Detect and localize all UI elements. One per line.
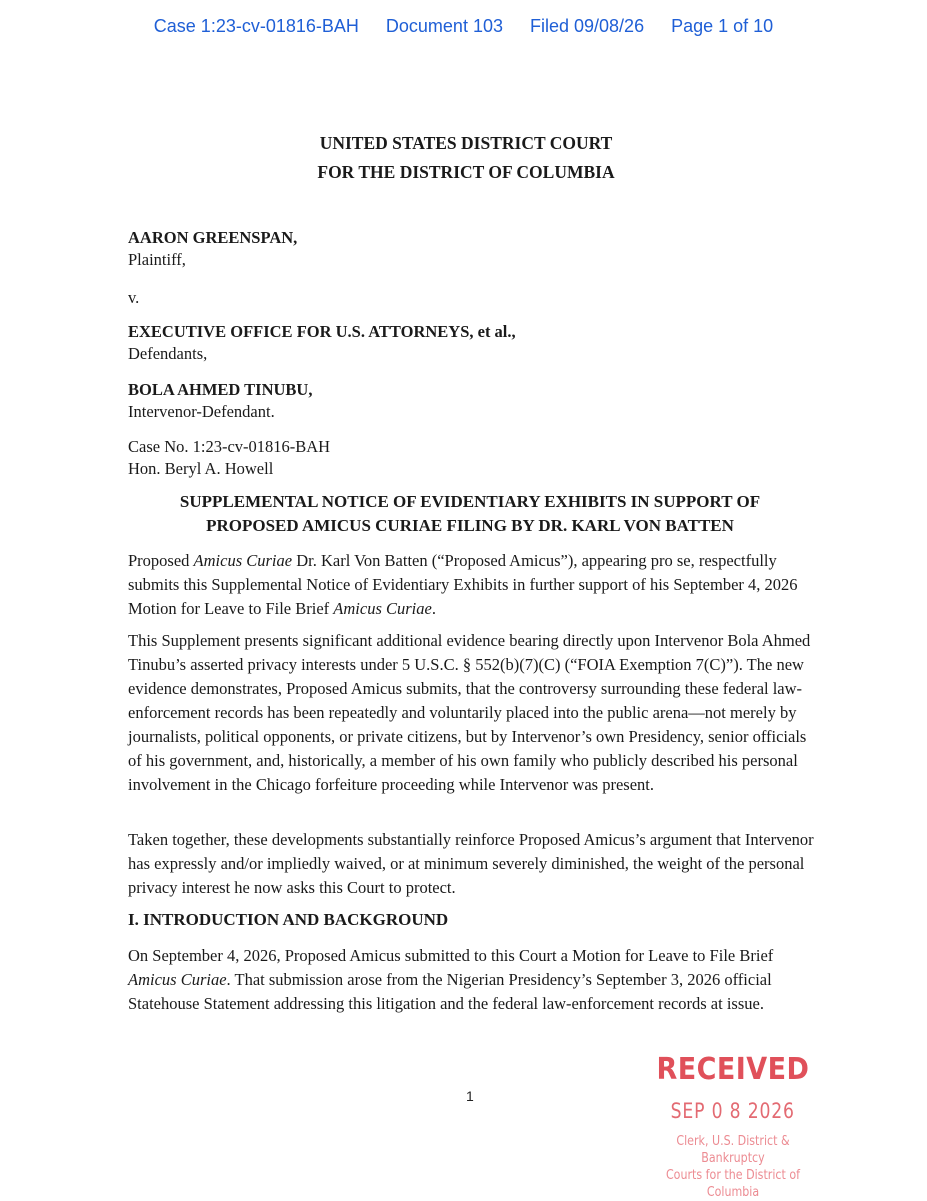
caption-versus: v. (128, 288, 140, 307)
page-number: 1 (466, 1088, 474, 1104)
intervenor-role: Intervenor-Defendant. (128, 402, 275, 421)
title-line-1: SUPPLEMENTAL NOTICE OF EVIDENTIARY EXHIBITS IN SUPPORT OF (179, 492, 761, 511)
case-number: Case No. 1:23-cv-01816-BAH (128, 437, 331, 456)
paragraph-2: This Supplement presents significant additional evidence bearing directly upon Intervenor Bola Ahmed Tinubu’s asserted privacy interests under 5 U.S.C. § 552(b)(7)(C) (“FOIA Exemption 7(C)”). The new evidence demonstrates, Proposed Amicus submits, that the controversy surrounding these federal law-enforcement records has been repeatedly and voluntarily placed into the public arena—not merely by journalists, political opponents, or private citizens, but by Intervenor’s own Presidency, senior officials of his government, and, historically, a member of his own family who publicly described his personal involvement in the Chicago forfeiture proceeding while Intervenor was present. (128, 631, 811, 794)
plaintiff-name: AARON GREENSPAN, (128, 228, 298, 247)
court-line-2: FOR THE DISTRICT OF COLUMBIA (317, 162, 615, 182)
received-date: SEP 0 8 2026 (670, 1099, 796, 1123)
paragraph-1 (128, 549, 818, 621)
header-filed-date: Filed 09/08/26 (530, 16, 645, 36)
header-page-count: Page 1 of 10 (671, 16, 774, 36)
case-info (128, 436, 330, 480)
caption-plaintiff (128, 227, 297, 271)
document-title (90, 490, 850, 538)
caption-intervenor (128, 379, 312, 423)
header-document-number: Document 103 (385, 16, 503, 36)
court-name (0, 129, 927, 187)
header-case-number: Case 1:23-cv-01816-BAH (153, 16, 359, 36)
received-clerk-line-2: Courts for the District of Columbia (665, 1167, 801, 1200)
p1-italic-amicus: Amicus Curiae (193, 551, 293, 570)
p4-text-a: On September 4, 2026, Proposed Amicus submitted to this Court a Motion for Leave to File Brief (128, 946, 774, 965)
received-clerk-line-1: Clerk, U.S. District & Bankruptcy (676, 1133, 790, 1166)
plaintiff-role: Plaintiff, (128, 250, 186, 269)
section-heading: I. INTRODUCTION AND BACKGROUND (128, 910, 449, 929)
judge-name: Hon. Beryl A. Howell (128, 459, 274, 478)
p1-text-c: Dr. Karl Von Batten (“Proposed Amicus”), appearing pro se, respectfully submits this Supplemental Notice of Evidentiary Exhibits in further support of his September 4, 2026 Motion for Leave to File Brief (128, 551, 798, 618)
defendant-role: Defendants, (128, 344, 208, 363)
p1-text-a: Proposed (128, 551, 194, 570)
p1-text-e: . (431, 599, 436, 618)
p4-italic-amicus: Amicus Curiae (128, 970, 227, 989)
p4-text-c: . That submission arose from the Nigerian Presidency’s September 3, 2026 official Statehouse Statement addressing this litigation and the federal law-enforcement records at issue. (128, 970, 772, 1013)
intervenor-name: BOLA AHMED TINUBU, (128, 380, 313, 399)
paragraph-3: Taken together, these developments substantially reinforce Proposed Amicus’s argument that Intervenor has expressly and/or impliedly waived, or at minimum severely diminished, the weight of the personal privacy interest he now asks this Court to protect. (128, 830, 814, 897)
defendant-name: EXECUTIVE OFFICE FOR U.S. ATTORNEYS, et al., (128, 322, 516, 341)
received-word: RECEIVED (656, 1052, 810, 1087)
received-stamp (628, 1052, 838, 1201)
p1-italic-amicus-2: Amicus Curiae (333, 599, 432, 618)
caption-defendant (128, 321, 516, 365)
ecf-header-stamp (0, 16, 927, 37)
paragraph-4 (128, 944, 818, 1016)
title-line-2: PROPOSED AMICUS CURIAE FILING BY DR. KARL VON BATTEN (206, 516, 734, 535)
court-line-1: UNITED STATES DISTRICT COURT (319, 133, 613, 153)
